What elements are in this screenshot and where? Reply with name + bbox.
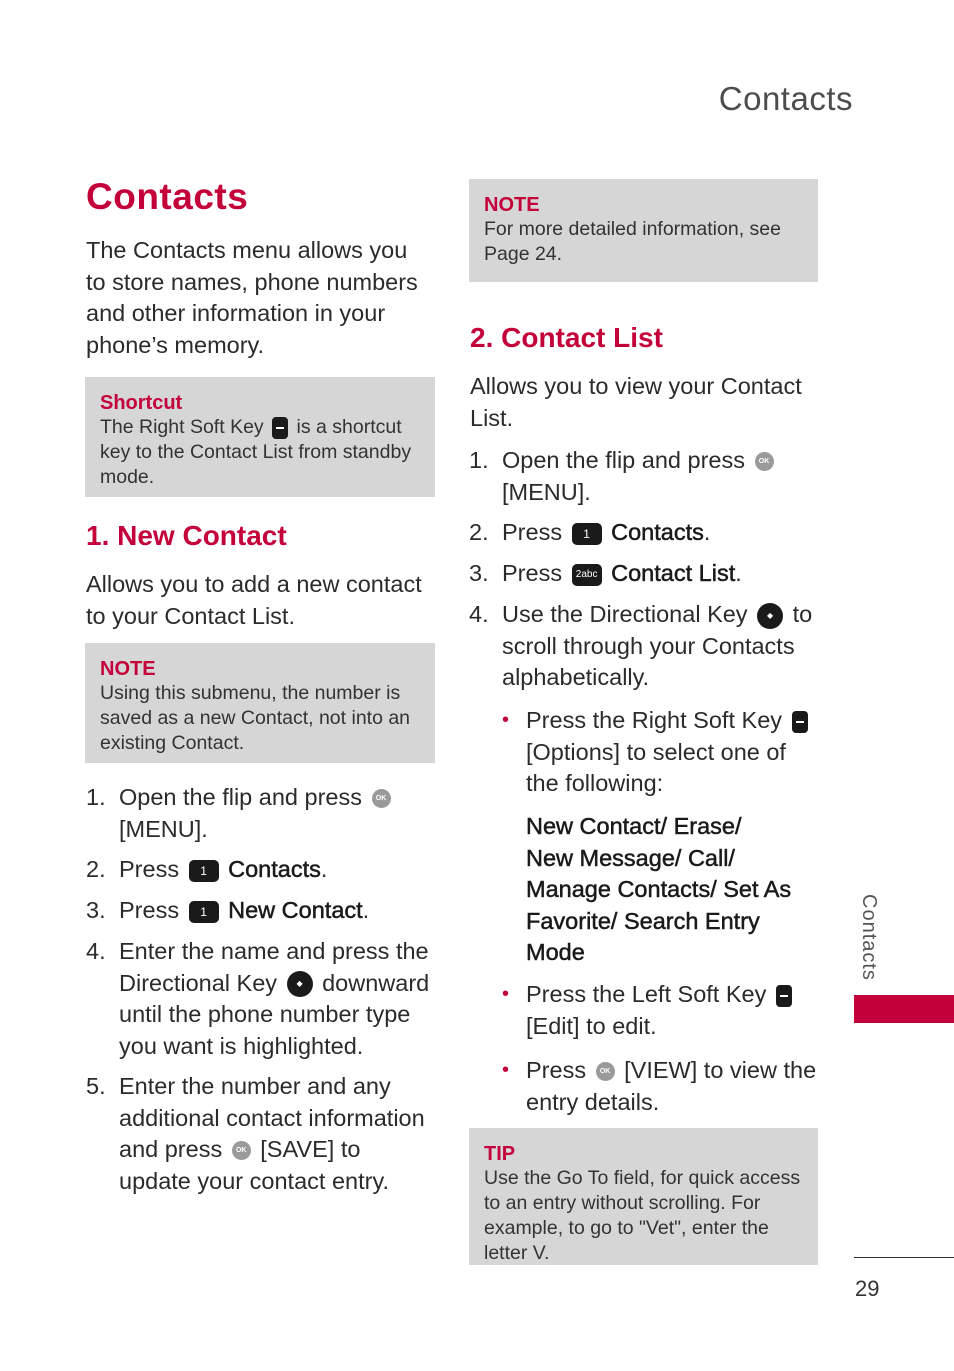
option-line: Manage Contacts/ Set As — [526, 876, 792, 902]
step-number: 3. — [86, 897, 106, 923]
note-label: NOTE — [100, 658, 156, 680]
punctuation: . — [735, 560, 742, 586]
side-tab-label — [850, 890, 890, 990]
tip-text: Use the Go To field, for quick access to an entry without scrolling. For example, to go to "Vet", enter the letter V. — [484, 1167, 801, 1264]
footer-rule — [854, 1257, 954, 1258]
bullet-text: Press — [526, 1057, 587, 1083]
menu-label: [Options] — [526, 738, 621, 765]
ok-key-icon: OK — [372, 789, 391, 808]
contact-list-desc: Allows you to view your Contact List. — [470, 373, 802, 431]
option-line: New Contact/ Erase/ — [526, 813, 742, 839]
menu-label: [Edit] — [526, 1012, 580, 1039]
side-tab-marker — [854, 995, 954, 1023]
tip-label: TIP — [484, 1143, 516, 1165]
detail-note-box — [469, 179, 818, 282]
shortcut-text-b: is a shortcut key to the Contact List from standby mode. — [100, 416, 412, 488]
ok-key-icon: OK — [232, 1141, 251, 1160]
running-header: Contacts — [718, 80, 853, 117]
page-title: Contacts — [86, 176, 249, 217]
option-line: Mode — [526, 939, 585, 965]
page-number: 29 — [855, 1276, 880, 1301]
punctuation: . — [201, 815, 208, 842]
option-line: New Message/ Call/ — [526, 844, 735, 871]
step-text: downward until the phone number type you want is highlighted. — [119, 969, 430, 1059]
menu-label: New Contact — [228, 897, 363, 923]
step-number: 1. — [469, 447, 489, 473]
contact-list-heading: 2. Contact List — [470, 322, 663, 353]
step-number: 5. — [86, 1073, 106, 1099]
bullet-text: to edit. — [586, 1012, 657, 1039]
step-number: 2. — [469, 519, 489, 545]
right-soft-key-icon — [792, 711, 808, 733]
note-label: NOTE — [484, 194, 540, 216]
right-soft-key-icon — [272, 417, 288, 439]
option-line: Favorite/ Search Entry — [526, 907, 760, 934]
note-text: For more detailed information, see Page 24. — [484, 218, 781, 265]
intro-paragraph: The Contacts menu allows you to store names, phone numbers and other information in your phone’s memory. — [86, 237, 418, 358]
punctuation: . — [320, 856, 328, 882]
new-contact-note-box — [85, 643, 435, 763]
menu-label: [SAVE] — [260, 1136, 335, 1162]
shortcut-text-a: The Right Soft Key — [100, 416, 264, 438]
step-text: Open the flip and press — [119, 784, 362, 810]
menu-label: Contact List — [611, 560, 736, 586]
punctuation: . — [703, 519, 711, 545]
menu-label: Contacts — [228, 856, 321, 882]
step-number: 1. — [86, 784, 106, 810]
options-list — [526, 811, 821, 969]
note-text: Using this submenu, the number is saved as a new Contact, not into an existing Contact. — [100, 682, 411, 754]
ok-key-icon: OK — [755, 452, 774, 471]
step-text: Press — [119, 897, 180, 923]
bullet-text: Press the Right Soft Key — [526, 707, 783, 733]
punctuation: . — [362, 897, 370, 923]
step-text: Enter the number and any additional contact information and press — [119, 1073, 425, 1162]
menu-label: Contacts — [611, 519, 704, 545]
new-contact-desc: Allows you to add a new contact to your Contact List. — [86, 571, 422, 629]
number-2-key-icon: 2abc — [572, 564, 602, 586]
menu-label: [MENU] — [119, 815, 202, 842]
bullet-text: Press the Left Soft Key — [526, 981, 767, 1007]
number-1-key-icon: 1 — [189, 860, 219, 882]
step-text: Use the Directional Key — [502, 601, 748, 627]
step-text: Press — [119, 856, 180, 882]
side-tab-text: Contacts — [858, 894, 880, 981]
step-number: 4. — [469, 601, 489, 627]
step-text: Press — [502, 560, 563, 586]
directional-key-icon: ◆ — [287, 971, 313, 997]
bullet-icon: • — [502, 983, 510, 1005]
step-text: to scroll through your Contacts alphabetically. — [502, 601, 813, 690]
step-number: 3. — [469, 560, 489, 586]
bullet-icon: • — [502, 1059, 510, 1081]
tip-box — [469, 1128, 818, 1265]
ok-key-icon: OK — [596, 1062, 615, 1081]
number-1-key-icon: 1 — [189, 901, 219, 923]
shortcut-box — [85, 377, 435, 497]
step-text: Enter the name and press the Directional Key — [119, 938, 429, 996]
left-soft-key-icon — [776, 985, 792, 1007]
shortcut-label: Shortcut — [100, 392, 183, 414]
punctuation: . — [584, 478, 591, 505]
bullet-text: to select one of the following: — [526, 738, 786, 796]
menu-label: [VIEW] — [624, 1057, 698, 1083]
bullet-text: to view the entry details. — [526, 1057, 817, 1115]
step-number: 2. — [86, 856, 106, 882]
new-contact-heading: 1. New Contact — [86, 520, 287, 551]
directional-key-icon: ◆ — [757, 603, 783, 629]
bullet-icon: • — [502, 709, 510, 731]
step-text: Press — [502, 519, 563, 545]
menu-label: [MENU] — [502, 478, 585, 505]
step-text: Open the flip and press — [502, 447, 745, 473]
number-1-key-icon: 1 — [572, 523, 602, 545]
step-number: 4. — [86, 938, 106, 964]
step-text: to update your contact entry. — [119, 1136, 389, 1194]
